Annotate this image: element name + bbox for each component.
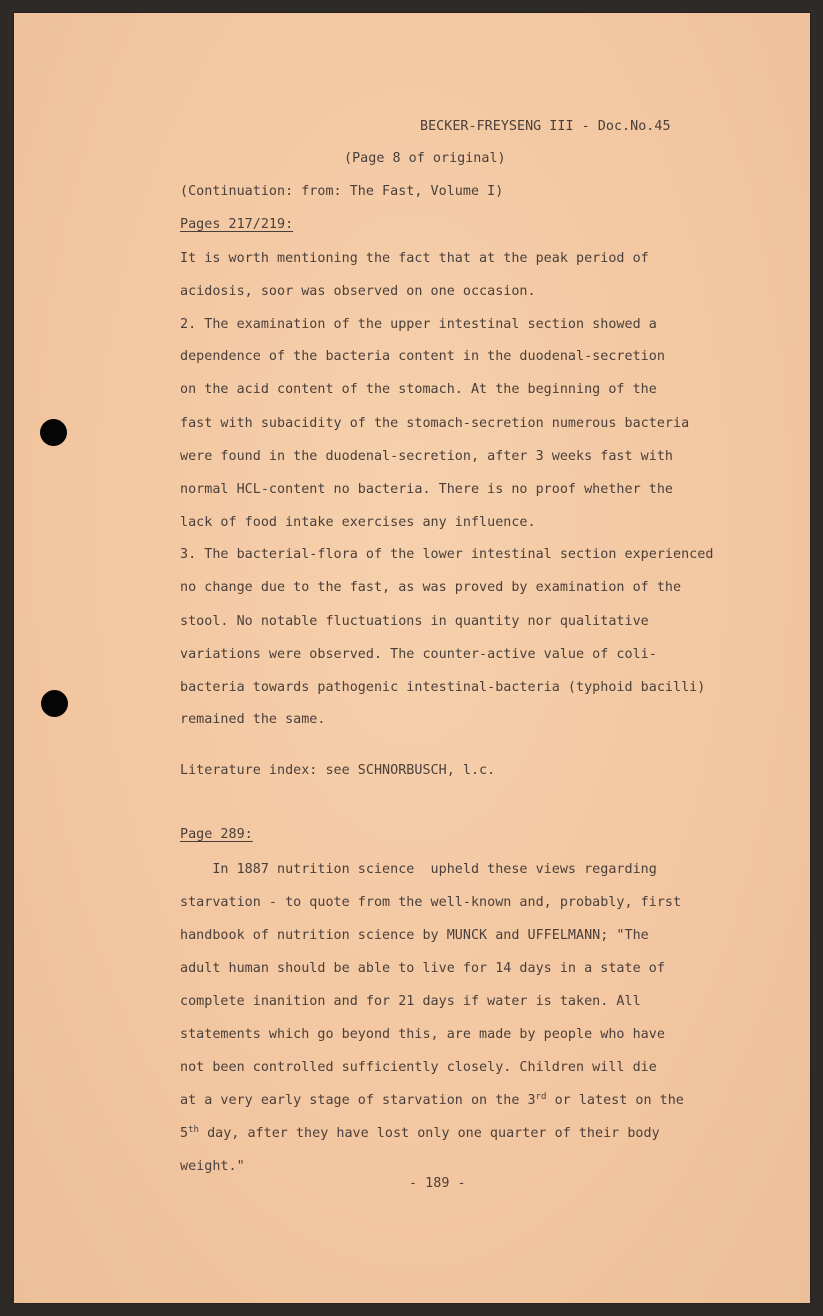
continuation-note: (Continuation: from: The Fast, Volume I) (180, 184, 504, 199)
text-line: stool. No notable fluctuations in quantity nor qualitative (180, 614, 649, 629)
text-line: adult human should be able to live for 14 days in a state of (180, 961, 665, 976)
ordinal-superscript: th (188, 1125, 199, 1135)
text-line: handbook of nutrition science by MUNCK and UFFELMANN; "The (180, 928, 649, 943)
text-line: dependence of the bacteria content in the duodenal-secretion (180, 349, 665, 364)
text-line: In 1887 nutrition science upheld these views regarding (180, 862, 657, 877)
text-line: starvation - to quote from the well-known and, probably, first (180, 895, 682, 910)
text-line: acidosis, soor was observed on one occasion. (180, 284, 536, 299)
punch-hole-top (40, 419, 67, 446)
text-line-with-superscript (180, 1126, 660, 1142)
text-line: on the acid content of the stomach. At the beginning of the (180, 382, 657, 397)
section-heading-pages-217-219: Pages 217/219: (180, 217, 294, 232)
text-line: lack of food intake exercises any influence. (180, 515, 536, 530)
text-line: no change due to the fast, as was proved by examination of the (180, 580, 682, 595)
text-line: were found in the duodenal-secretion, after 3 weeks fast with (180, 449, 673, 464)
page-note: (Page 8 of original) (344, 151, 506, 166)
text-line-with-superscript (180, 1093, 684, 1109)
text-line: 2. The examination of the upper intestinal section showed a (180, 317, 657, 332)
text-line: remained the same. (180, 712, 326, 727)
ordinal-superscript: rd (535, 1092, 547, 1102)
text-segment: or latest on the (546, 1093, 684, 1108)
text-segment: at a very early stage of starvation on the 3 (180, 1093, 536, 1108)
text-line: It is worth mentioning the fact that at the peak period of (180, 251, 649, 266)
literature-index: Literature index: see SCHNORBUSCH, l.c. (180, 763, 496, 778)
text-line: statements which go beyond this, are made by people who have (180, 1027, 665, 1042)
text-line: normal HCL-content no bacteria. There is no proof whether the (180, 482, 673, 497)
text-line: not been controlled sufficiently closely. Children will die (180, 1060, 657, 1075)
section-heading-page-289: Page 289: (180, 827, 253, 842)
text-segment: 5 (180, 1126, 189, 1141)
text-line: variations were observed. The counter-active value of coli- (180, 647, 657, 662)
page-number: - 189 - (409, 1176, 466, 1191)
text-line: bacteria towards pathogenic intestinal-bacteria (typhoid bacilli) (180, 680, 706, 695)
document-reference: BECKER-FREYSENG III - Doc.No.45 (420, 119, 671, 134)
text-line: 3. The bacterial-flora of the lower intestinal section experienced (180, 547, 714, 562)
punch-hole-bottom (41, 690, 68, 717)
text-line: fast with subacidity of the stomach-secretion numerous bacteria (180, 416, 690, 431)
text-line: weight." (180, 1159, 245, 1174)
text-segment: day, after they have lost only one quarter of their body (198, 1126, 660, 1141)
text-line: complete inanition and for 21 days if water is taken. All (180, 994, 641, 1009)
